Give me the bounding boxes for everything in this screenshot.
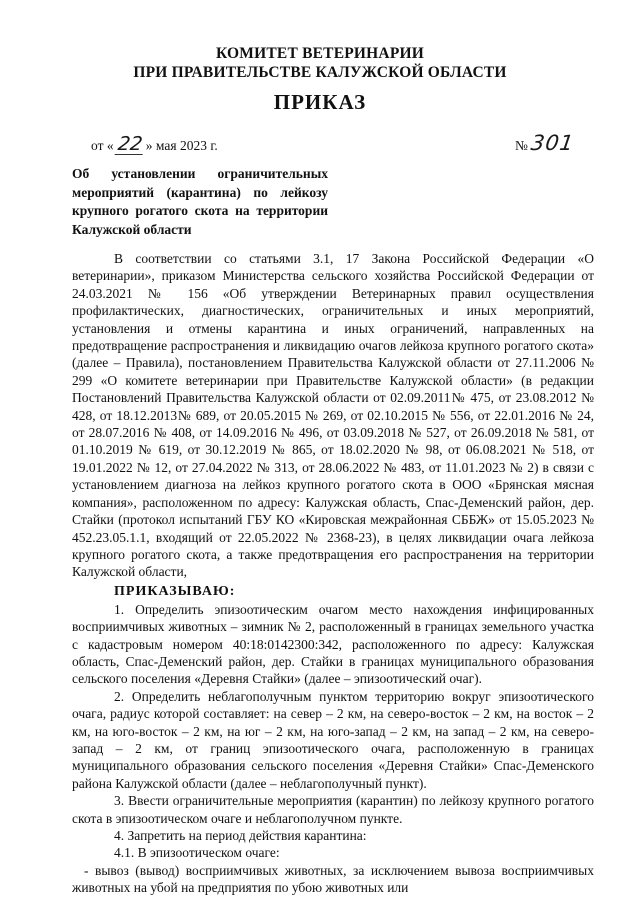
order-body bbox=[72, 250, 594, 897]
subject-line: мероприятий (карантина) по лейкозу bbox=[72, 184, 328, 200]
committee-name-line-2: ПРИ ПРАВИТЕЛЬСТВЕ КАЛУЖСКОЙ ОБЛАСТИ bbox=[133, 64, 507, 81]
order-item-4-1: 4.1. В эпизоотическом очаге: bbox=[114, 845, 280, 861]
order-item-4: 4. Запретить на период действия карантина: bbox=[114, 828, 367, 843]
document-header bbox=[0, 44, 640, 82]
handwritten-number: 301 bbox=[529, 131, 577, 155]
committee-name-line-1: КОМИТЕТ ВЕТЕРИНАРИИ bbox=[216, 45, 424, 62]
order-item-1: 1. Определить эпизоотическим очагом место нахождения инфицированных восприимчивых животных – зимник № 2, расположенный в границах земельного участка с кадастровым номером 40:18:0142300:342, расположенного по адресу: Калужская область, Спас-Деменский район, дер. Стайки в границах муниципального образования сельского поселения «Деревня Стайки» (далее – эпизоотический очаг). bbox=[72, 601, 594, 687]
handwritten-day: 22 bbox=[116, 133, 144, 155]
order-item-2: 2. Определить неблагополучным пунктом территорию вокруг эпизоотического очага, радиус которой составляет: на север – 2 км, на северо-восток – 2 км, на восток – 2 км, на юго-восток – 2 км, на юг – 2 км, на юго-запад – 2 км, на запад – 2 км, на северо-запад – 2 км, от границ эпизоотического очага, расположенную в границах муниципального образования сельского поселения «Деревня Стайки» Спас-Деменского района Калужской области (далее – неблагополучный пункт). bbox=[72, 688, 594, 791]
subject-line: Об установлении ограничительных bbox=[72, 166, 328, 181]
subject-line: крупного рогатого скота на территории bbox=[72, 203, 328, 218]
preamble-paragraph: В соответствии со статьями 3.1, 17 Закона Российской Федерации «О ветеринарии», приказом Министерства сельского хозяйства Российской Федерации от 24.03.2021 № 156 «Об утверждении Ветеринарных правил осуществления профилактических, диагностических, ограничительных и иных мероприятий, установления и отмены карантина и иных ограничений, направленных на предотвращение распространения и ликвидацию очагов лейкоза крупного рогатого скота» (далее – Правила), постановлением Правительства Калужской области от 27.11.2006 № 299 «О комитете ветеринарии при Правительстве Калужской области» (в редакции Постановлений Правительства Калужской области от 02.09.2011№ 475, от 23.08.2012 № 428, от 18.12.2013№ 689, от 20.05.2015 № 269, от 02.10.2015 № 556, от 22.01.2016 № 24, от 28.07.2016 № 408, от 14.09.2016 № 496, от 03.09.2018 № 527, от 26.09.2018 № 581, от 01.10.2019 № 619, от 30.12.2019 № 865, от 18.02.2020 № 98, от 06.08.2021 № 518, от 19.01.2022 № 12, от 27.04.2022 № 313, от 28.06.2022 № 483, от 11.01.2023 № 2) в связи с установлением диагноза на лейкоз крупного рогатого скота в ООО «Брянская мясная компания», расположенном по адресу: Калужская область, Спас-Деменский район, дер. Стайки (протокол испытаний ГБУ КО «Кировская межрайонная СББЖ» от 15.05.2023 № 452.23.05.1.1, входящий от 22.05.2022 № 2368-23), в целях ликвидации очага лейкоза крупного рогатого скота, а также предотвращения его распространения на территории Калужской области, bbox=[72, 251, 594, 580]
number-sign: № bbox=[515, 138, 528, 153]
order-subject bbox=[72, 165, 328, 239]
order-date bbox=[91, 135, 218, 155]
order-subitem-dash: - вывоз (вывод) восприимчивых животных, за исключением вывоза восприимчивых животных на убой на предприятия по убою животных или bbox=[72, 862, 594, 896]
subject-line: Калужской области bbox=[72, 221, 192, 237]
orders-heading: ПРИКАЗЫВАЮ: bbox=[114, 583, 236, 599]
order-number bbox=[515, 131, 577, 155]
date-prefix: от « bbox=[91, 138, 114, 153]
order-title: ПРИКАЗ bbox=[273, 90, 367, 114]
date-suffix: » мая 2023 г. bbox=[145, 138, 218, 153]
order-item-3: 3. Ввести ограничительные мероприятия (карантин) по лейкозу крупного рогатого скота в эпизоотическом очаге и неблагополучном пункте. bbox=[72, 793, 594, 826]
